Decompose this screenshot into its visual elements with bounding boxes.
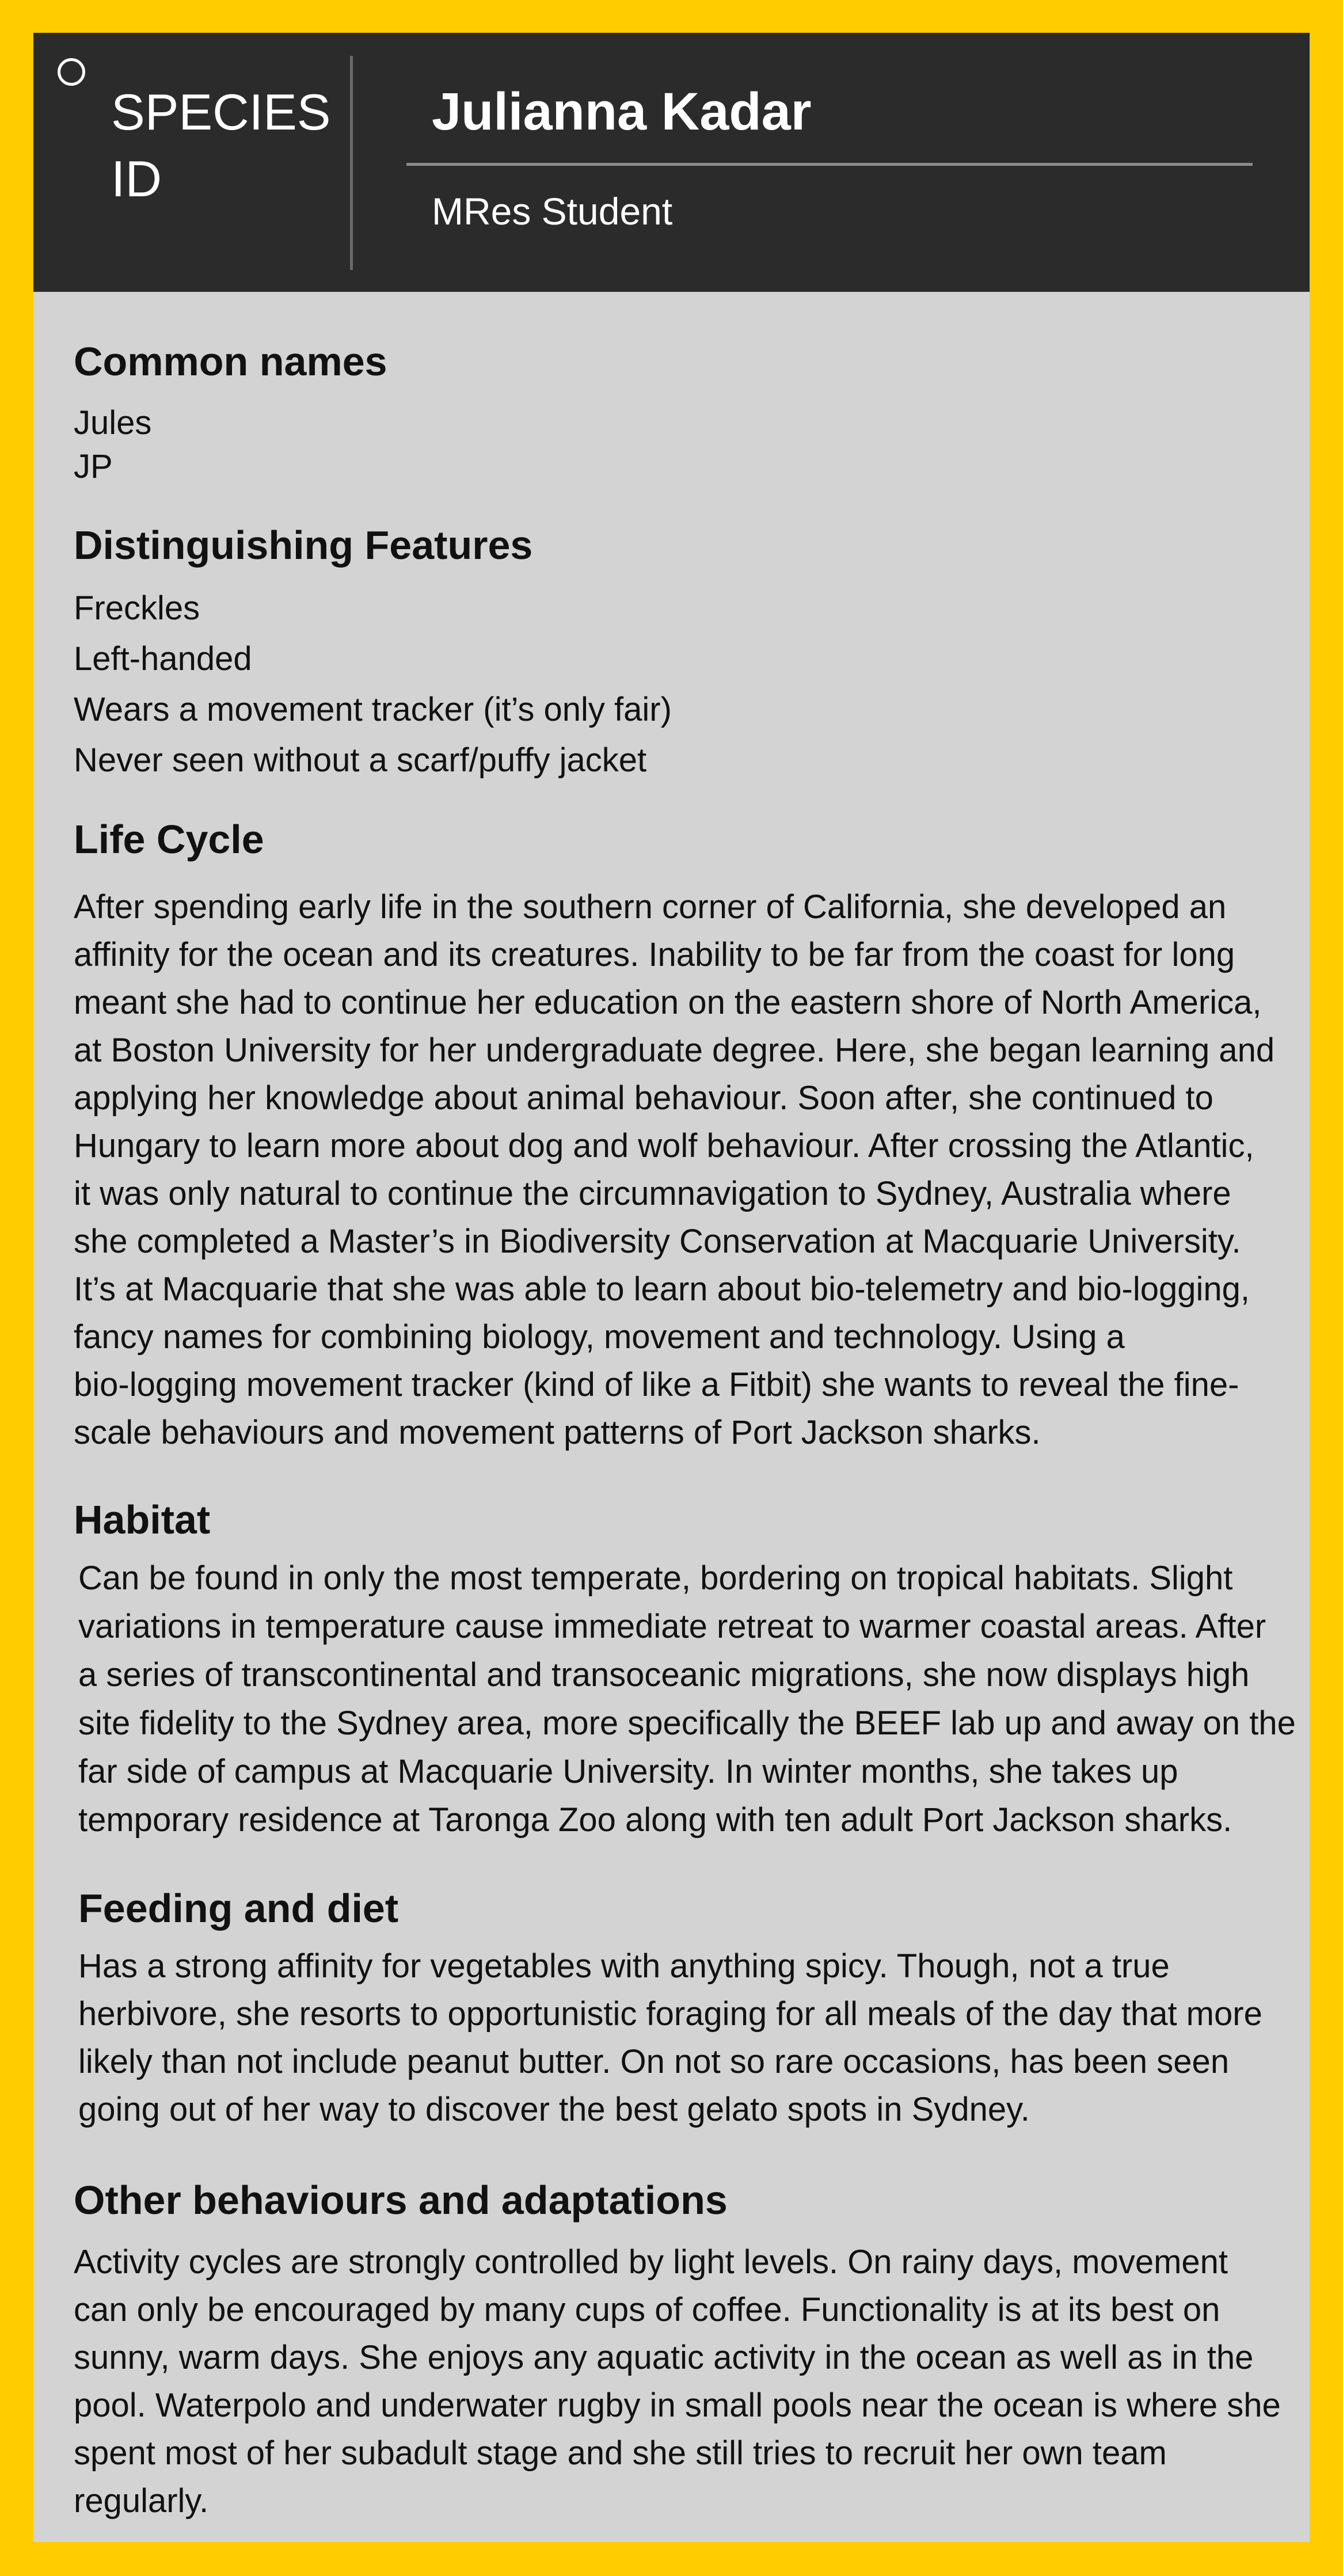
card-header (33, 33, 1310, 292)
life-cycle-line: applying her knowledge about animal behaviour. Soon after, she continued to (74, 1079, 1213, 1117)
habitat-line: temporary residence at Taronga Zoo along with ten adult Port Jackson sharks. (78, 1801, 1232, 1839)
feeding-line: Has a strong affinity for vegetables with anything spicy. Though, not a true (78, 1947, 1170, 1985)
other-behaviours-line: pool. Waterpolo and underwater rugby in small pools near the ocean is where she (74, 2387, 1281, 2424)
life-cycle-line: Hungary to learn more about dog and wolf behaviour. After crossing the Atlantic, (74, 1127, 1254, 1165)
common-name-item: Jules (74, 404, 152, 442)
feature-item: Wears a movement tracker (it’s only fair) (74, 691, 672, 728)
life-cycle-line: It’s at Macquarie that she was able to learn about bio-telemetry and bio-logging, (74, 1270, 1250, 1308)
header-horizontal-divider (406, 163, 1253, 166)
other-behaviours-line: can only be encouraged by many cups of coffee. Functionality is at its best on (74, 2291, 1220, 2328)
life-cycle-line: at Boston University for her undergraduate degree. Here, she began learning and (74, 1032, 1275, 1069)
feature-item: Never seen without a scarf/puffy jacket (74, 741, 647, 779)
habitat-line: far side of campus at Macquarie University. In winter months, she takes up (78, 1753, 1178, 1790)
habitat-line: a series of transcontinental and transoceanic migrations, she now displays high (78, 1656, 1250, 1694)
person-name: Julianna Kadar (432, 82, 812, 141)
punch-hole-icon (58, 58, 85, 86)
species-id-label: SPECIES ID (111, 83, 331, 207)
other-behaviours-title: Other behaviours and adaptations (74, 2178, 728, 2223)
life-cycle-line: meant she had to continue her education on the eastern shore of North America, (74, 984, 1262, 1021)
feature-item: Freckles (74, 589, 200, 627)
life-cycle-line: fancy names for combining biology, movement and technology. Using a (74, 1318, 1125, 1356)
habitat-line: variations in temperature cause immediate retreat to warmer coastal areas. After (78, 1608, 1266, 1645)
life-cycle-title: Life Cycle (74, 817, 264, 862)
header-vertical-divider (350, 56, 353, 270)
habitat-title: Habitat (74, 1497, 211, 1542)
other-behaviours-line: Activity cycles are strongly controlled by light levels. On rainy days, movement (74, 2243, 1228, 2281)
feeding-title: Feeding and diet (78, 1886, 399, 1931)
person-role: MRes Student (432, 190, 673, 233)
common-name-item: JP (74, 448, 113, 485)
feeding-line: going out of her way to discover the best gelato spots in Sydney. (78, 2091, 1030, 2128)
other-behaviours-line: regularly. (74, 2482, 209, 2520)
features-title: Distinguishing Features (74, 523, 533, 568)
life-cycle-line: she completed a Master’s in Biodiversity Conservation at Macquarie University. (74, 1223, 1241, 1260)
common-names-title: Common names (74, 339, 387, 384)
life-cycle-line: After spending early life in the southern corner of California, she developed an (74, 888, 1227, 926)
life-cycle-line: it was only natural to continue the circumnavigation to Sydney, Australia where (74, 1175, 1231, 1212)
other-behaviours-line: spent most of her subadult stage and she still tries to recruit her own team (74, 2434, 1167, 2472)
feature-item: Left-handed (74, 640, 252, 678)
species-id-card (33, 33, 1310, 2542)
feeding-line: likely than not include peanut butter. On not so rare occasions, has been seen (78, 2043, 1230, 2080)
life-cycle-line: bio-logging movement tracker (kind of like a Fitbit) she wants to reveal the fine- (74, 1366, 1239, 1403)
feeding-line: herbivore, she resorts to opportunistic foraging for all meals of the day that more (78, 1995, 1262, 2033)
habitat-line: site fidelity to the Sydney area, more specifically the BEEF lab up and away on the (78, 1704, 1296, 1742)
life-cycle-line: affinity for the ocean and its creatures. Inability to be far from the coast for long (74, 936, 1235, 973)
other-behaviours-line: sunny, warm days. She enjoys any aquatic activity in the ocean as well as in the (74, 2339, 1254, 2376)
habitat-line: Can be found in only the most temperate, bordering on tropical habitats. Slight (78, 1559, 1233, 1597)
life-cycle-line: scale behaviours and movement patterns of Port Jackson sharks. (74, 1414, 1041, 1451)
